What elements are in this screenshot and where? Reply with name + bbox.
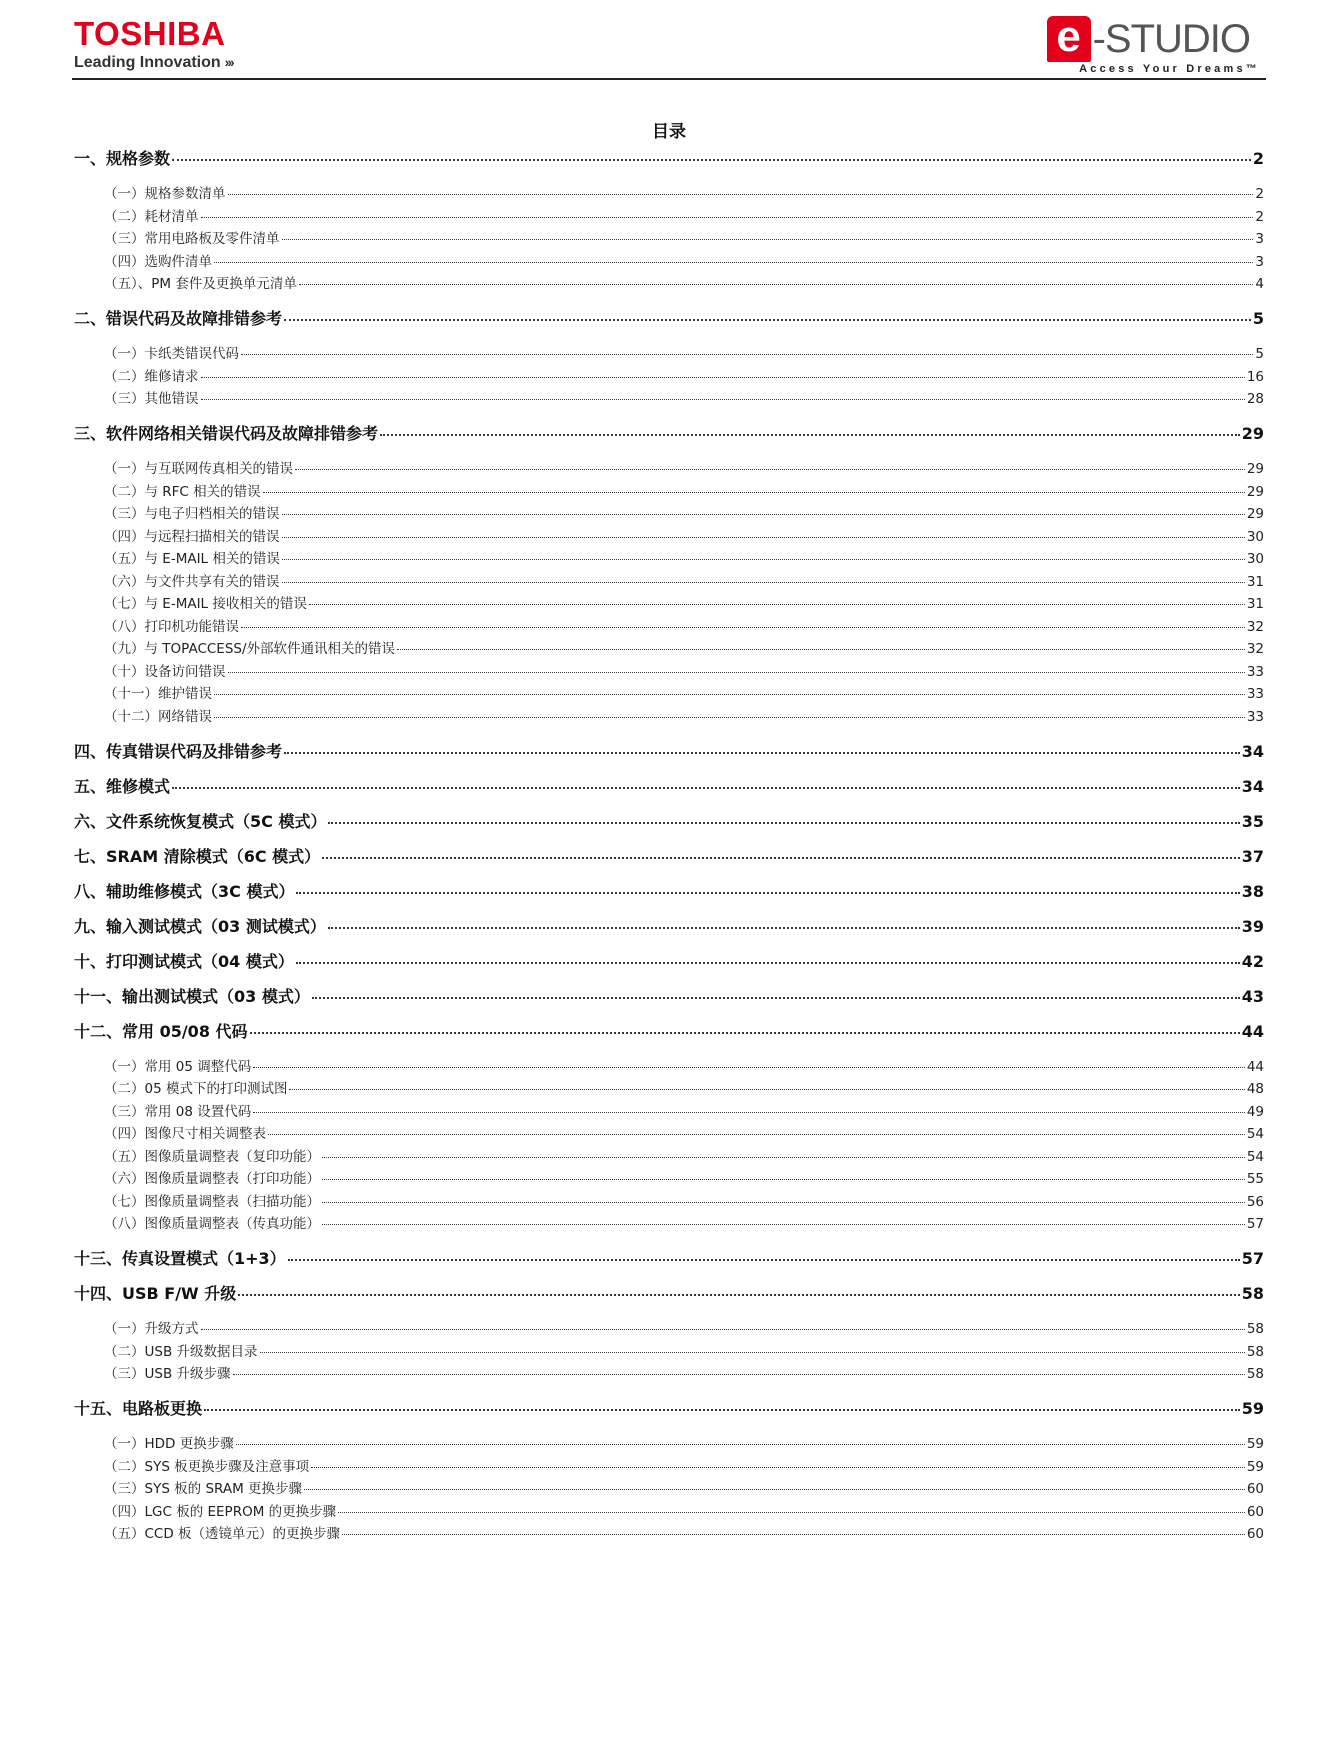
toc-entry-page: 58 xyxy=(1246,1321,1264,1337)
toc-dot-leader xyxy=(214,694,1245,695)
toc-dot-leader xyxy=(253,1067,1245,1068)
toc-dot-leader xyxy=(397,649,1245,650)
toc-entry-page: 29 xyxy=(1246,483,1264,500)
toc-section-entry[interactable] xyxy=(74,617,1264,637)
toc-section-entry[interactable] xyxy=(74,1079,1264,1099)
toc-dot-leader xyxy=(282,582,1245,583)
toc-entry-page: 35 xyxy=(1241,811,1264,831)
toc-entry-label: 十四、USB F/W 升级 xyxy=(74,1284,237,1303)
toc-entry-label: 一、规格参数 xyxy=(74,149,171,168)
toc-entry-page: 33 xyxy=(1246,663,1264,680)
toc-entry-page: 44 xyxy=(1241,1021,1264,1041)
toc-section-entry[interactable] xyxy=(74,1192,1264,1212)
toc-entry-page: 54 xyxy=(1246,1126,1264,1142)
toc-entry-label: 七、SRAM 清除模式（6C 模式） xyxy=(74,846,321,866)
toc-entry-page: 55 xyxy=(1246,1171,1264,1187)
toc-chapter-entry[interactable] xyxy=(74,951,1264,973)
toc-dot-leader xyxy=(263,492,1245,493)
table-of-contents xyxy=(74,0,1264,1738)
toc-dot-leader xyxy=(322,1179,1245,1180)
toc-entry-label: 二、错误代码及故障排错参考 xyxy=(74,309,283,328)
toc-entry-label: 十、打印测试模式（04 模式） xyxy=(74,951,294,971)
toc-entry-label: （六）图像质量调整表（打印功能） xyxy=(104,1171,320,1187)
toc-dot-leader xyxy=(312,997,1240,999)
toc-entry-label: （三）SYS 板的 SRAM 更换步骤 xyxy=(104,1481,303,1497)
toc-chapter-entry[interactable] xyxy=(74,881,1264,903)
toc-section-entry[interactable] xyxy=(74,389,1264,409)
toc-dot-leader xyxy=(214,717,1245,718)
toc-dot-leader xyxy=(201,377,1245,378)
toc-entry-label: （四）图像尺寸相关调整表 xyxy=(104,1126,266,1142)
toc-section-entry[interactable] xyxy=(74,1169,1264,1189)
toc-dot-leader xyxy=(338,1512,1245,1513)
toc-dot-leader xyxy=(228,194,1254,195)
toc-chapter-entry[interactable] xyxy=(74,916,1264,938)
toc-dot-leader xyxy=(241,354,1253,355)
toc-entry-page: 34 xyxy=(1241,741,1264,761)
toc-entry-page: 5 xyxy=(1252,309,1264,328)
toc-section-entry[interactable] xyxy=(74,344,1264,364)
toc-section-entry[interactable] xyxy=(74,504,1264,524)
toc-dot-leader xyxy=(299,284,1254,285)
toc-section-entry[interactable] xyxy=(74,1214,1264,1234)
toc-dot-leader xyxy=(253,1112,1245,1113)
toc-entry-label: （二）维修请求 xyxy=(104,368,199,385)
toc-entry-page: 32 xyxy=(1246,641,1264,657)
toc-entry-page: 60 xyxy=(1246,1481,1264,1497)
toc-entry-page: 60 xyxy=(1246,1526,1264,1542)
toc-entry-label: （五）CCD 板（透镜单元）的更换步骤 xyxy=(104,1526,341,1542)
toc-section-entry[interactable] xyxy=(74,1124,1264,1144)
toc-section-entry[interactable] xyxy=(74,594,1264,614)
toc-entry-label: （一）升级方式 xyxy=(104,1321,199,1337)
toc-entry-page: 59 xyxy=(1241,1399,1264,1418)
toc-entry-label: 八、辅助维修模式（3C 模式） xyxy=(74,881,295,901)
toc-entry-page: 60 xyxy=(1246,1503,1264,1520)
toc-entry-label: （八）打印机功能错误 xyxy=(104,618,239,635)
toc-entry-label: （三）与电子归档相关的错误 xyxy=(104,506,280,522)
toc-entry-label: （五）与 E-MAIL 相关的错误 xyxy=(104,551,280,567)
toc-chapter-entry[interactable] xyxy=(74,148,1264,170)
toc-entry-page: 59 xyxy=(1246,1458,1264,1475)
toc-entry-label: （二）05 模式下的打印测试图 xyxy=(104,1081,288,1097)
toc-entry-label: （二）与 RFC 相关的错误 xyxy=(104,483,261,500)
toc-entry-label: （十二）网络错误 xyxy=(104,708,212,725)
toc-chapter-entry[interactable] xyxy=(74,423,1264,445)
toc-chapter-entry[interactable] xyxy=(74,811,1264,833)
toc-chapter-entry[interactable] xyxy=(74,1283,1264,1305)
toc-dot-leader xyxy=(284,752,1240,754)
toc-entry-label: 十一、输出测试模式（03 模式） xyxy=(74,986,310,1006)
toc-dot-leader xyxy=(322,1157,1245,1158)
toc-entry-page: 37 xyxy=(1241,846,1264,866)
toc-chapter-entry[interactable] xyxy=(74,1398,1264,1420)
toc-entry-label: （七）与 E-MAIL 接收相关的错误 xyxy=(104,596,307,612)
toc-section-entry[interactable] xyxy=(74,207,1264,227)
estudio-e-badge: e xyxy=(1047,16,1091,62)
toc-dot-leader xyxy=(288,1259,1240,1261)
toc-dot-leader xyxy=(322,1202,1245,1203)
toc-entry-label: （四）LGC 板的 EEPROM 的更换步骤 xyxy=(104,1503,337,1520)
toc-entry-label: （三）常用电路板及零件清单 xyxy=(104,231,280,247)
toc-entry-label: （九）与 TOPACCESS/外部软件通讯相关的错误 xyxy=(104,641,396,657)
toc-entry-page: 42 xyxy=(1241,951,1264,971)
toc-dot-leader xyxy=(204,1409,1240,1411)
toc-dot-leader xyxy=(282,537,1245,538)
toc-section-entry[interactable] xyxy=(74,1319,1264,1339)
toc-chapter-entry[interactable] xyxy=(74,741,1264,763)
toc-entry-page: 5 xyxy=(1255,346,1264,362)
toc-entry-page: 58 xyxy=(1241,1284,1264,1303)
toc-entry-page: 29 xyxy=(1246,461,1264,477)
toc-chapter-entry[interactable] xyxy=(74,846,1264,868)
toc-entry-page: 31 xyxy=(1246,573,1264,590)
toc-dot-leader xyxy=(322,1224,1245,1225)
toc-dot-leader xyxy=(296,962,1240,964)
toc-entry-label: （五）图像质量调整表（复印功能） xyxy=(104,1148,320,1165)
toc-entry-page: 2 xyxy=(1252,149,1264,168)
toc-entry-label: 十五、电路板更换 xyxy=(74,1399,203,1418)
toc-entry-page: 57 xyxy=(1241,1249,1264,1268)
toc-section-entry[interactable] xyxy=(74,1524,1264,1544)
toc-entry-label: （五）、PM 套件及更换单元清单 xyxy=(104,276,297,292)
toc-entry-page: 4 xyxy=(1255,276,1264,292)
toc-entry-page: 49 xyxy=(1246,1103,1264,1120)
toc-entry-page: 33 xyxy=(1246,708,1264,725)
toc-section-entry[interactable] xyxy=(74,482,1264,502)
toc-entry-label: （二）SYS 板更换步骤及注意事项 xyxy=(104,1458,310,1475)
estudio-word: -STUDIO xyxy=(1092,17,1250,61)
toc-section-entry[interactable] xyxy=(74,1147,1264,1167)
toc-entry-page: 48 xyxy=(1246,1081,1264,1097)
toc-entry-page: 30 xyxy=(1246,528,1264,545)
toc-entry-label: （一）规格参数清单 xyxy=(104,186,226,202)
toc-entry-page: 59 xyxy=(1246,1436,1264,1452)
toc-section-entry[interactable] xyxy=(74,1502,1264,1522)
toc-section-entry[interactable] xyxy=(74,459,1264,479)
toc-entry-page: 43 xyxy=(1241,986,1264,1006)
toc-entry-label: 十二、常用 05/08 代码 xyxy=(74,1021,248,1041)
toc-chapter-entry[interactable] xyxy=(74,986,1264,1008)
toc-entry-label: （三）其他错误 xyxy=(104,391,199,407)
toc-dot-leader xyxy=(328,822,1239,824)
toc-entry-label: （八）图像质量调整表（传真功能） xyxy=(104,1216,320,1232)
toc-entry-page: 34 xyxy=(1241,776,1264,796)
toc-section-entry[interactable] xyxy=(74,1057,1264,1077)
toc-entry-page: 29 xyxy=(1241,424,1264,443)
toc-section-entry[interactable] xyxy=(74,684,1264,704)
toc-chapter-entry[interactable] xyxy=(74,308,1264,330)
toc-dot-leader xyxy=(380,434,1240,436)
toc-entry-label: （七）图像质量调整表（扫描功能） xyxy=(104,1193,320,1210)
toc-chapter-entry[interactable] xyxy=(74,1021,1264,1043)
brand-name: TOSHIBA xyxy=(74,15,226,52)
toc-section-entry[interactable] xyxy=(74,367,1264,387)
toc-entry-page: 2 xyxy=(1255,208,1264,225)
toc-section-entry[interactable] xyxy=(74,1434,1264,1454)
toc-dot-leader xyxy=(268,1134,1245,1135)
toc-entry-page: 3 xyxy=(1255,253,1264,270)
toc-dot-leader xyxy=(296,892,1239,894)
toc-section-entry[interactable] xyxy=(74,1457,1264,1477)
toc-entry-label: （六）与文件共享有关的错误 xyxy=(104,573,280,590)
toc-dot-leader xyxy=(322,857,1240,859)
toc-entry-label: （十）设备访问错误 xyxy=(104,663,226,680)
toc-entry-label: （十一）维护错误 xyxy=(104,686,212,702)
toc-entry-label: （二）耗材清单 xyxy=(104,208,199,225)
toc-entry-label: （三）常用 08 设置代码 xyxy=(104,1103,252,1120)
toc-dot-leader xyxy=(172,159,1251,161)
page-title: 目录 xyxy=(652,122,686,142)
toc-entry-page: 28 xyxy=(1246,391,1264,407)
toc-entry-label: 五、维修模式 xyxy=(74,776,171,796)
toc-entry-page: 33 xyxy=(1246,686,1264,702)
toc-entry-page: 2 xyxy=(1255,186,1264,202)
toc-dot-leader xyxy=(250,1032,1240,1034)
toc-entry-label: 四、传真错误代码及排错参考 xyxy=(74,741,283,761)
toc-dot-leader xyxy=(282,559,1245,560)
toc-section-entry[interactable] xyxy=(74,229,1264,249)
toc-entry-page: 29 xyxy=(1246,506,1264,522)
toc-dot-leader xyxy=(304,1489,1245,1490)
toc-entry-label: （一）卡纸类错误代码 xyxy=(104,346,239,362)
toc-entry-page: 32 xyxy=(1246,618,1264,635)
toc-section-entry[interactable] xyxy=(74,572,1264,592)
toc-dot-leader xyxy=(289,1089,1244,1090)
estudio-tagline: Access Your Dreams™ xyxy=(1079,63,1260,75)
toc-entry-label: （二）USB 升级数据目录 xyxy=(104,1343,258,1360)
toc-dot-leader xyxy=(201,399,1245,400)
toc-entry-page: 16 xyxy=(1246,368,1264,385)
chevron-right-icon: ››› xyxy=(224,54,233,70)
toc-entry-label: （一）HDD 更换步骤 xyxy=(104,1436,234,1452)
toc-entry-page: 58 xyxy=(1246,1343,1264,1360)
toc-dot-leader xyxy=(236,1444,1245,1445)
toc-dot-leader xyxy=(282,514,1245,515)
toc-dot-leader xyxy=(201,1329,1245,1330)
toc-chapter-entry[interactable] xyxy=(74,776,1264,798)
toc-entry-page: 57 xyxy=(1246,1216,1264,1232)
toc-dot-leader xyxy=(201,217,1254,218)
toc-dot-leader xyxy=(214,262,1253,263)
toc-section-entry[interactable] xyxy=(74,549,1264,569)
toc-dot-leader xyxy=(228,672,1245,673)
toc-entry-page: 3 xyxy=(1255,231,1264,247)
toc-section-entry[interactable] xyxy=(74,274,1264,294)
toc-section-entry[interactable] xyxy=(74,1479,1264,1499)
toc-entry-page: 38 xyxy=(1241,881,1264,901)
toc-dot-leader xyxy=(172,787,1240,789)
toc-entry-label: （三）USB 升级步骤 xyxy=(104,1366,231,1382)
toc-dot-leader xyxy=(241,627,1245,628)
toc-entry-page: 44 xyxy=(1246,1058,1264,1075)
toc-section-entry[interactable] xyxy=(74,707,1264,727)
toc-entry-label: 六、文件系统恢复模式（5C 模式） xyxy=(74,811,327,831)
toc-entry-label: （一）常用 05 调整代码 xyxy=(104,1058,252,1075)
toc-dot-leader xyxy=(260,1352,1245,1353)
toc-entry-label: （一）与互联网传真相关的错误 xyxy=(104,461,293,477)
toc-dot-leader xyxy=(282,239,1254,240)
toc-entry-label: （四）与远程扫描相关的错误 xyxy=(104,528,280,545)
toc-entry-page: 31 xyxy=(1246,596,1264,612)
toc-entry-page: 30 xyxy=(1246,551,1264,567)
toc-dot-leader xyxy=(328,927,1240,929)
toc-dot-leader xyxy=(238,1294,1239,1296)
toc-chapter-entry[interactable] xyxy=(74,1248,1264,1270)
toc-entry-page: 54 xyxy=(1246,1148,1264,1165)
toc-dot-leader xyxy=(233,1374,1245,1375)
toc-section-entry[interactable] xyxy=(74,1364,1264,1384)
toc-dot-leader xyxy=(309,604,1245,605)
toc-entry-page: 58 xyxy=(1246,1366,1264,1382)
toc-entry-page: 39 xyxy=(1241,916,1264,936)
toc-section-entry[interactable] xyxy=(74,662,1264,682)
toc-entry-label: 三、软件网络相关错误代码及故障排错参考 xyxy=(74,424,379,443)
toc-section-entry[interactable] xyxy=(74,184,1264,204)
toc-dot-leader xyxy=(311,1467,1245,1468)
toc-section-entry[interactable] xyxy=(74,1102,1264,1122)
toc-section-entry[interactable] xyxy=(74,527,1264,547)
toc-section-entry[interactable] xyxy=(74,252,1264,272)
toc-entry-page: 56 xyxy=(1246,1193,1264,1210)
toc-dot-leader xyxy=(284,319,1251,321)
toc-entry-label: （四）选购件清单 xyxy=(104,253,212,270)
toc-dot-leader xyxy=(342,1534,1245,1535)
toc-entry-label: 九、输入测试模式（03 测试模式） xyxy=(74,916,326,936)
toc-entry-label: 十三、传真设置模式（1+3） xyxy=(74,1249,286,1268)
toc-section-entry[interactable] xyxy=(74,1342,1264,1362)
toc-section-entry[interactable] xyxy=(74,639,1264,659)
brand-tagline-text: Leading Innovation xyxy=(74,54,221,71)
toc-dot-leader xyxy=(295,469,1245,470)
